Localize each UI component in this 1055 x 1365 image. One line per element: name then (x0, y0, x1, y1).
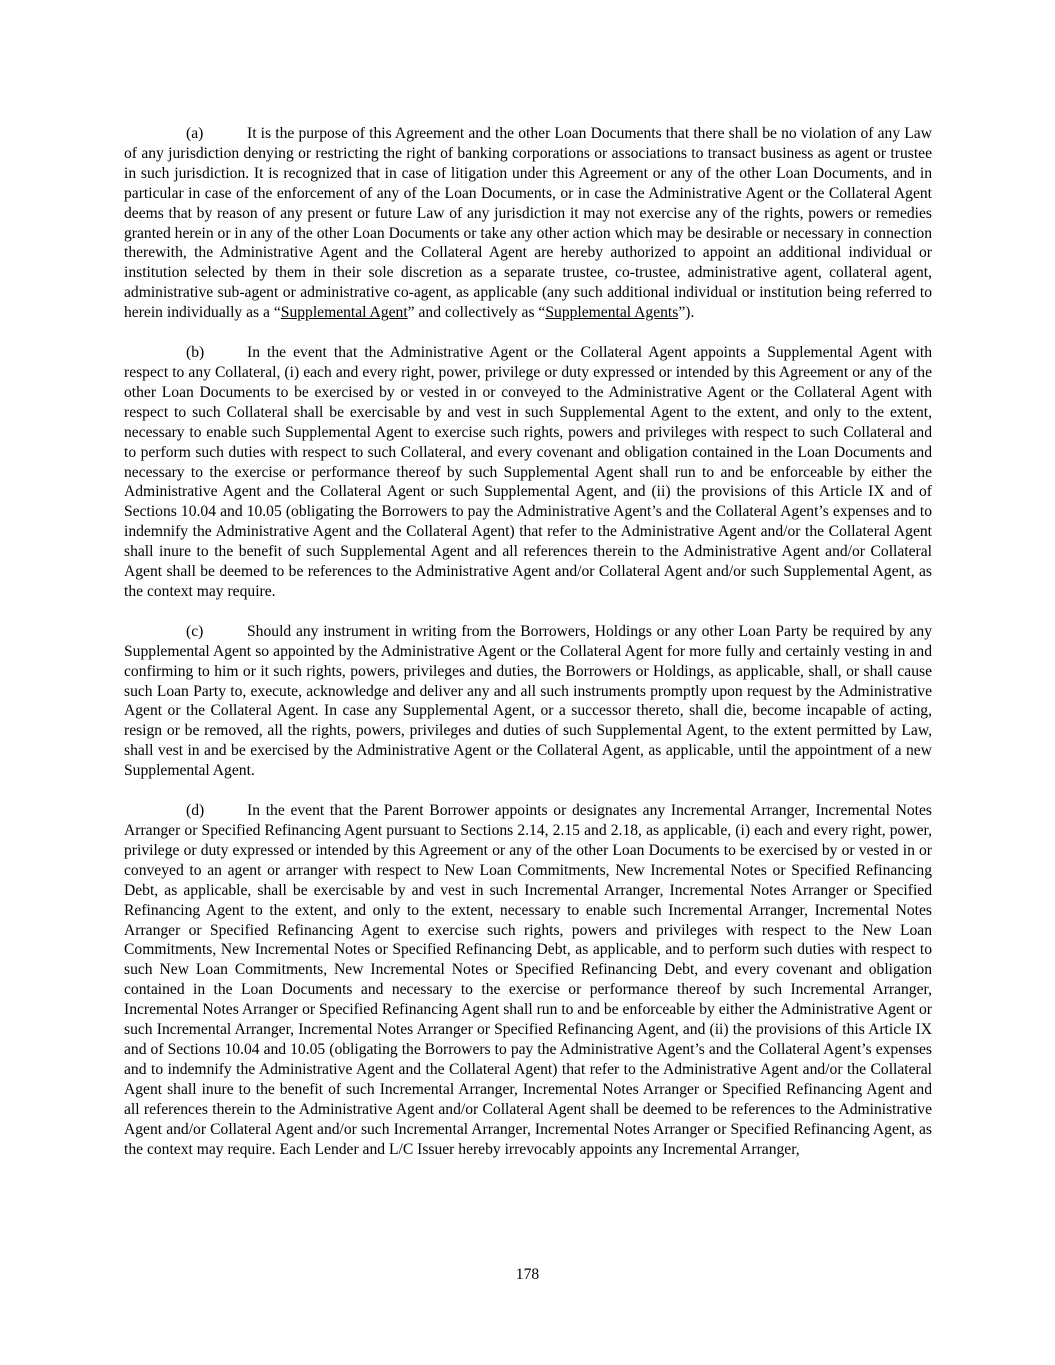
paragraph-a (124, 124, 932, 323)
paragraph-text: ” and collectively as “ (407, 304, 546, 322)
paragraph-c (124, 622, 932, 781)
paragraph-d (124, 801, 932, 1159)
defined-term-supplemental-agent: Supplemental Agent (280, 304, 408, 322)
defined-term-supplemental-agents: Supplemental Agents (545, 304, 679, 322)
paragraph-marker: (d) (186, 802, 205, 820)
page-number: 178 (515, 1266, 540, 1283)
paragraph-marker: (c) (186, 622, 204, 640)
paragraph-text: In the event that the Administrative Agent or the Collateral Agent appoints a Supplemental Agent with respect to any Collateral, (i) each and every right, power, privilege or duty expressed or intended by this Agreement or any of the other Loan Documents to be exercised by or vested in or conveyed to the Administrative Agent or the Collateral Agent with respect to such Collateral shall be exercisable by and vest in such Supplemental Agent to the extent, and only to the extent, necessary to enable such Supplemental Agent to exercise such rights, powers and privileges with respect to such Collateral and to perform such duties with respect to such Collateral, and every covenant and obligation contained in the Loan Documents and necessary to the exercise or performance thereof by such Supplemental Agent shall run to and be enforceable by either the Administrative Agent and the Collateral Agent or such Supplemental Agent, and (ii) the provisions of this Article IX and of Sections 10.04 and 10.05 (obligating the Borrowers to pay the Administrative Agent’s and the Collateral Agent’s expenses and to indemnify the Administrative Agent and the Collateral Agent) that refer to the Administrative Agent and/or the Collateral Agent shall inure to the benefit of such Supplemental Agent and all references therein to the Administrative Agent and/or Collateral Agent shall be deemed to be references to the Administrative Agent and/or Collateral Agent and/or such Supplemental Agent, as the context may require. (124, 344, 932, 600)
paragraph-text: In the event that the Parent Borrower appoints or designates any Incremental Arranger, Incremental Notes Arranger or Specified Refinancing Agent pursuant to Sections 2.14, 2.15 and 2.18, as applicable, (i) each and every right, power, privilege or duty expressed or intended by this Agreement or any of the other Loan Documents to be exercised by or vested in or conveyed to an agent or arranger with respect to New Loan Commitments, New Incremental Notes or Specified Refinancing Debt, as applicable, shall be exercisable by and vest in such Incremental Arranger, Incremental Notes Arranger or Specified Refinancing Agent to the extent, and only to the extent, necessary to enable such Incremental Arranger, Incremental Notes Arranger or Specified Refinancing Agent to exercise such rights, powers and privileges with respect to the New Loan Commitments, New Incremental Notes or Specified Refinancing Debt, as applicable, and to perform such duties with respect to such New Loan Commitments, New Incremental Notes or Specified Refinancing Debt, and every covenant and obligation contained in the Loan Documents and necessary to the exercise or performance thereof by such Incremental Arranger, Incremental Notes Arranger or Specified Refinancing Agent shall run to and be enforceable by either the Administrative Agent or such Incremental Arranger, Incremental Notes Arranger or Specified Refinancing Agent, and (ii) the provisions of this Article IX and of Sections 10.04 and 10.05 (obligating the Borrowers to pay the Administrative Agent’s and the Collateral Agent’s expenses and to indemnify the Administrative Agent and the Collateral Agent) that refer to the Administrative Agent and/or the Collateral Agent shall inure to the benefit of such Incremental Arranger, Incremental Notes Arranger or Specified Refinancing Agent and all references therein to the Administrative Agent and/or Collateral Agent shall be deemed to be references to the Administrative Agent and/or Collateral Agent and/or such Incremental Arranger, Incremental Notes Arranger or Specified Refinancing Agent, as the context may require. Each Lender and L/C Issuer hereby irrevocably appoints any Incremental Arranger, (124, 802, 932, 1158)
document-page (124, 124, 932, 1179)
paragraph-text: Should any instrument in writing from the Borrowers, Holdings or any other Loan Party be required by any Supplemental Agent so appointed by the Administrative Agent or the Collateral Agent for more fully and certainly vesting in and confirming to him or it such rights, powers, privileges and duties, the Borrowers or Holdings, as applicable, shall, or shall cause such Loan Party to, execute, acknowledge and deliver any and all such instruments promptly upon request by the Administrative Agent or the Collateral Agent. In case any Supplemental Agent, or a successor thereto, shall die, become incapable of acting, resign or be removed, all the rights, powers, privileges and duties of such Supplemental Agent, to the extent permitted by Law, shall vest in and be exercised by the Administrative Agent or the Collateral Agent, as applicable, until the appointment of a new Supplemental Agent. (124, 622, 932, 780)
paragraph-text: ”). (678, 304, 695, 322)
paragraph-text: It is the purpose of this Agreement and the other Loan Documents that there shall be no violation of any Law of any jurisdiction denying or restricting the right of banking corporations or associations to transact business as agent or trustee in such jurisdiction. It is recognized that in case of litigation under this Agreement or any of the other Loan Documents, and in particular in case of the enforcement of any of the Loan Documents, or in case the Administrative Agent or the Collateral Agent deems that by reason of any present or future Law of any jurisdiction it may not exercise any of the rights, powers or remedies granted herein or in any of the other Loan Documents or take any other action which may be desirable or necessary in connection therewith, the Administrative Agent and the Collateral Agent are hereby authorized to appoint an additional individual or institution selected by them in their sole discretion as a separate trustee, co-trustee, administrative agent, collateral agent, administrative sub-agent or administrative co-agent, as applicable (any such additional individual or institution being referred to herein individually as a “ (124, 125, 932, 322)
paragraph-b (124, 343, 932, 602)
paragraph-marker: (a) (186, 125, 204, 142)
paragraph-marker: (b) (186, 344, 205, 362)
